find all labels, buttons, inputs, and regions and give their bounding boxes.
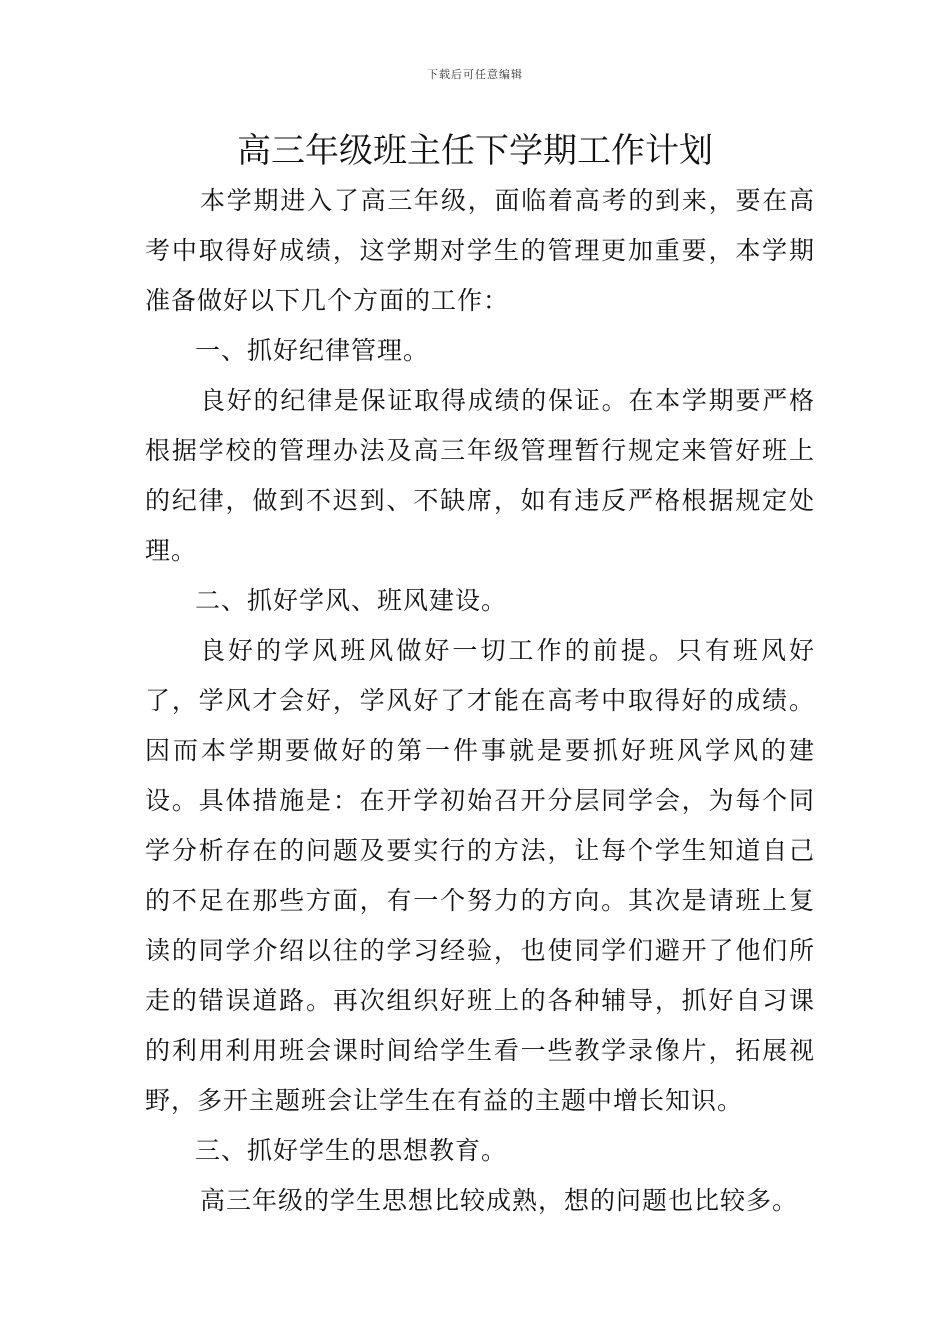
section-body-1: 良好的纪律是保证取得成绩的保证。在本学期要严格根据学校的管理办法及高三年级管理暂行规定来管好班上的纪律，做到不迟到、不缺席，如有违反严格根据规定处理。 xyxy=(145,386,815,565)
section-heading-3: 三、抓好学生的思想教育。 xyxy=(195,1136,508,1165)
section-body-2: 良好的学风班风做好一切工作的前提。只有班风好了，学风才会好，学风好了才能在高考中取得好的成绩。因而本学期要做好的第一件事就是要抓好班风学风的建设。具体措施是：在开学初始召开分层同学会，为每个同学分析存在的问题及要实行的方法，让每个学生知道自己的不足在那些方面，有一个努力的方向。其次是请班上复读的同学介绍以往的学习经验，也使同学们避开了他们所走的错误道路。再次组织好班上的各种辅导，抓好自习课的利用利用班会课时间给学生看一些教学录像片，拓展视野，多开主题班会让学生在有益的主题中增长知识。 xyxy=(145,636,815,1115)
document-body xyxy=(145,176,815,1226)
header-note: 下载后可任意编辑 xyxy=(427,68,523,81)
intro-paragraph: 本学期进入了高三年级，面临着高考的到来，要在高考中取得好成绩，这学期对学生的管理更加重要，本学期准备做好以下几个方面的工作： xyxy=(145,186,815,315)
section-heading-1: 一、抓好纪律管理。 xyxy=(195,336,430,365)
section-body-3: 高三年级的学生思想比较成熟，想的问题也比较多。 xyxy=(200,1186,799,1215)
document-title: 高三年级班主任下学期工作计划 xyxy=(237,131,713,171)
section-heading-2: 二、抓好学风、班风建设。 xyxy=(195,586,508,615)
